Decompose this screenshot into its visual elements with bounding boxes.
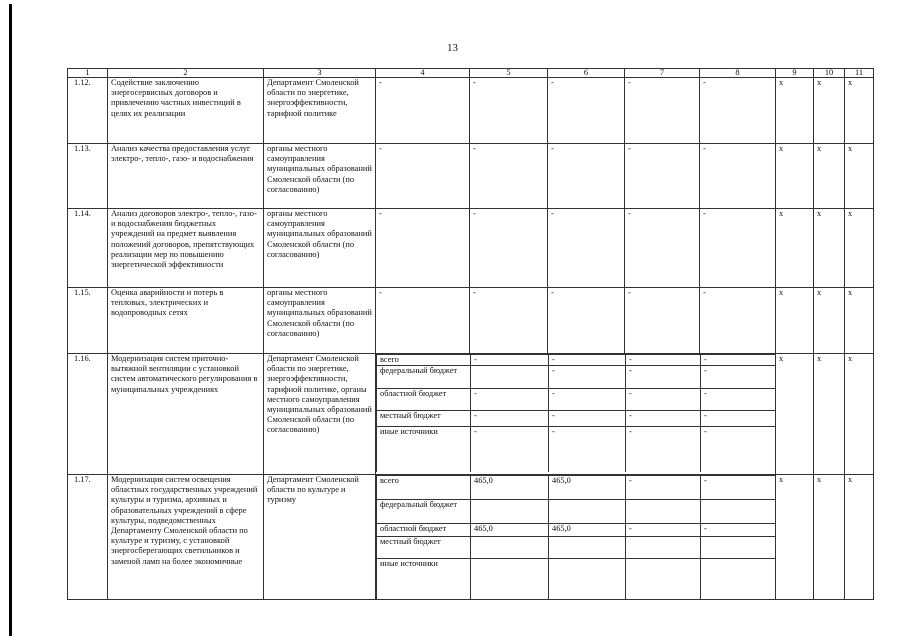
funding-subtable xyxy=(376,354,776,472)
value-col-10: x xyxy=(814,354,845,475)
value-col-9: x xyxy=(776,209,814,288)
table-row xyxy=(68,354,874,475)
row-number: 1.15. xyxy=(68,288,108,354)
executor: органы местного самоуправления муниципальных образований Смоленской области (по согласованию) xyxy=(264,288,376,354)
value-col-10: x xyxy=(814,288,845,354)
value-col-11: x xyxy=(845,209,874,288)
value-col-7: - xyxy=(626,476,701,500)
value-col-10: x xyxy=(814,144,845,209)
funding-source: областной бюджет xyxy=(377,389,471,411)
value-col-10: x xyxy=(814,475,845,600)
value-col-5: - xyxy=(470,209,548,288)
row-number: 1.12. xyxy=(68,78,108,144)
page-margin-bar xyxy=(9,4,12,636)
value-col-6: - xyxy=(549,411,626,427)
measure-description: Анализ качества предоставления услуг электро-, тепло-, газо- и водоснабжения xyxy=(108,144,264,209)
header-cell-2: 2 xyxy=(108,69,264,78)
header-cell-7: 7 xyxy=(625,69,700,78)
funding-row xyxy=(377,389,776,411)
funding-source: - xyxy=(376,78,470,144)
value-col-7: - xyxy=(625,144,700,209)
value-col-6: - xyxy=(549,427,626,472)
header-row xyxy=(68,69,874,78)
value-col-9: x xyxy=(776,475,814,600)
executor: органы местного самоуправления муниципальных образований Смоленской области (по согласованию) xyxy=(264,209,376,288)
funding-row xyxy=(377,427,776,472)
value-col-5: - xyxy=(470,78,548,144)
header-cell-3: 3 xyxy=(264,69,376,78)
funding-row xyxy=(377,537,776,559)
table-row xyxy=(68,144,874,209)
funding-source: местный бюджет xyxy=(377,537,471,559)
funding-row xyxy=(377,500,776,524)
value-col-8: - xyxy=(700,288,776,354)
funding-source: - xyxy=(376,288,470,354)
value-col-5 xyxy=(471,366,549,389)
value-col-10: x xyxy=(814,78,845,144)
value-col-7 xyxy=(626,537,701,559)
header-cell-11: 11 xyxy=(845,69,874,78)
funding-source: - xyxy=(376,209,470,288)
value-col-7: - xyxy=(626,524,701,537)
value-col-6: - xyxy=(548,144,625,209)
value-col-7: - xyxy=(626,411,701,427)
table-body xyxy=(68,69,874,600)
value-col-5 xyxy=(471,559,549,599)
value-col-6: - xyxy=(548,209,625,288)
value-col-6: 465,0 xyxy=(549,524,626,537)
executor: Департамент Смоленской области по культуре и туризму xyxy=(264,475,376,600)
value-col-5 xyxy=(471,537,549,559)
funding-source: федеральный бюджет xyxy=(377,500,471,524)
value-col-5: - xyxy=(470,288,548,354)
value-col-8: - xyxy=(701,389,776,411)
value-col-8: - xyxy=(700,78,776,144)
measure-description: Анализ договоров электро-, тепло-, газо- и водоснабжения бюджетных учреждений на предмет выявления положений договоров, препятствующих реализации мер по повышению энергетической эффективности xyxy=(108,209,264,288)
header-cell-4: 4 xyxy=(376,69,470,78)
row-number: 1.13. xyxy=(68,144,108,209)
value-col-9: x xyxy=(776,78,814,144)
value-col-8: - xyxy=(701,411,776,427)
value-col-5: - xyxy=(471,355,549,366)
funding-source: всего xyxy=(377,355,471,366)
funding-source: областной бюджет xyxy=(377,524,471,537)
funding-subtable xyxy=(376,475,776,599)
value-col-6: 465,0 xyxy=(549,476,626,500)
row-number: 1.16. xyxy=(68,354,108,475)
funding-row xyxy=(377,366,776,389)
funding-breakdown xyxy=(376,354,776,475)
funding-source: федеральный бюджет xyxy=(377,366,471,389)
value-col-7 xyxy=(626,500,701,524)
value-col-8 xyxy=(701,500,776,524)
value-col-8: - xyxy=(701,355,776,366)
value-col-7: - xyxy=(625,78,700,144)
value-col-7: - xyxy=(626,366,701,389)
header-cell-5: 5 xyxy=(470,69,548,78)
value-col-9: x xyxy=(776,288,814,354)
value-col-6: - xyxy=(548,78,625,144)
value-col-11: x xyxy=(845,475,874,600)
header-cell-6: 6 xyxy=(548,69,625,78)
funding-row xyxy=(377,559,776,599)
table-row xyxy=(68,288,874,354)
measure-description: Модернизация систем приточно-вытяжной вентиляции с установкой систем автоматического регулирования в муниципальных учреждениях xyxy=(108,354,264,475)
value-col-5: 465,0 xyxy=(471,524,549,537)
funding-source: всего xyxy=(377,476,471,500)
value-col-8 xyxy=(701,559,776,599)
table-row xyxy=(68,209,874,288)
value-col-8: - xyxy=(701,476,776,500)
value-col-8: - xyxy=(701,427,776,472)
value-col-11: x xyxy=(845,354,874,475)
value-col-6: - xyxy=(548,288,625,354)
funding-row xyxy=(377,476,776,500)
value-col-11: x xyxy=(845,288,874,354)
value-col-9: x xyxy=(776,144,814,209)
value-col-5: 465,0 xyxy=(471,476,549,500)
executor: Департамент Смоленской области по энергетике, энергоэффективности, тарифной политике xyxy=(264,78,376,144)
value-col-8: - xyxy=(701,524,776,537)
value-col-8: - xyxy=(700,144,776,209)
row-number: 1.14. xyxy=(68,209,108,288)
value-col-7: - xyxy=(625,288,700,354)
executor: органы местного самоуправления муниципальных образований Смоленской области (по согласованию) xyxy=(264,144,376,209)
header-cell-10: 10 xyxy=(814,69,845,78)
value-col-5: - xyxy=(471,411,549,427)
measure-description: Модернизация систем освещения областных государственных учреждений культуры и туризма, архивных и образовательных учреждений в сфере культуры, подведомственных Департаменту Смоленской области по культуре и туризму, с установкой энергосберегающих светильников и заменой ламп на более экономичные xyxy=(108,475,264,600)
value-col-5: - xyxy=(470,144,548,209)
value-col-6 xyxy=(549,537,626,559)
measure-description: Оценка аварийности и потерь в тепловых, электрических и водопроводных сетях xyxy=(108,288,264,354)
table-row xyxy=(68,78,874,144)
funding-row xyxy=(377,524,776,537)
measures-table xyxy=(67,68,874,600)
value-col-6: - xyxy=(549,355,626,366)
value-col-6 xyxy=(549,559,626,599)
header-cell-8: 8 xyxy=(700,69,776,78)
value-col-6 xyxy=(549,500,626,524)
value-col-5: - xyxy=(471,427,549,472)
value-col-7: - xyxy=(625,209,700,288)
value-col-11: x xyxy=(845,78,874,144)
measure-description: Содействие заключению энергосервисных договоров и привлечению частных инвестиций в целях их реализации xyxy=(108,78,264,144)
header-cell-9: 9 xyxy=(776,69,814,78)
value-col-7: - xyxy=(626,355,701,366)
executor: Департамент Смоленской области по энергетике, энергоэффективности, тарифной политике, органы местного самоуправления муниципальных образований Смоленской области (по согласованию) xyxy=(264,354,376,475)
header-cell-1: 1 xyxy=(68,69,108,78)
value-col-8: - xyxy=(701,366,776,389)
funding-source: иные источники xyxy=(377,427,471,472)
table-row xyxy=(68,475,874,600)
value-col-8: - xyxy=(700,209,776,288)
value-col-11: x xyxy=(845,144,874,209)
value-col-7: - xyxy=(626,389,701,411)
value-col-10: x xyxy=(814,209,845,288)
funding-source: иные источники xyxy=(377,559,471,599)
value-col-7 xyxy=(626,559,701,599)
value-col-9: x xyxy=(776,354,814,475)
funding-row xyxy=(377,411,776,427)
page-number: 13 xyxy=(447,42,458,54)
row-number: 1.17. xyxy=(68,475,108,600)
funding-source: - xyxy=(376,144,470,209)
value-col-7: - xyxy=(626,427,701,472)
value-col-6: - xyxy=(549,389,626,411)
value-col-6: - xyxy=(549,366,626,389)
funding-row xyxy=(377,355,776,366)
value-col-8 xyxy=(701,537,776,559)
funding-breakdown xyxy=(376,475,776,600)
value-col-5 xyxy=(471,500,549,524)
value-col-5: - xyxy=(471,389,549,411)
funding-source: местный бюджет xyxy=(377,411,471,427)
